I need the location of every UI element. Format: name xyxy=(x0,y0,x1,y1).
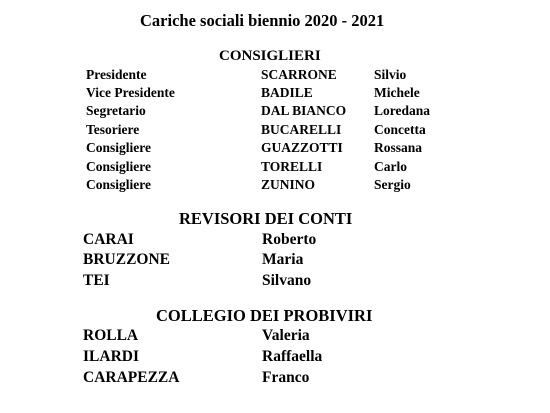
probiviri-surname: ROLLA xyxy=(83,327,139,344)
page-title: Cariche sociali biennio 2020 - 2021 xyxy=(140,11,385,30)
consiglieri-surname: DAL BIANCO xyxy=(261,103,347,118)
consiglieri-role: Vice Presidente xyxy=(86,85,175,100)
consiglieri-name: Carlo xyxy=(374,159,407,174)
consiglieri-role: Consigliere xyxy=(86,140,151,155)
probiviri-heading: COLLEGIO DEI PROBIVIRI xyxy=(156,306,373,325)
consiglieri-role: Tesoriere xyxy=(86,122,140,137)
probiviri-name: Raffaella xyxy=(262,348,323,365)
consiglieri-surname: TORELLI xyxy=(261,159,323,174)
probiviri-name: Valeria xyxy=(262,327,310,344)
consiglieri-name: Concetta xyxy=(374,122,426,137)
consiglieri-surname: BUCARELLI xyxy=(261,122,342,137)
consiglieri-role: Consigliere xyxy=(86,159,151,174)
revisori-surname: BRUZZONE xyxy=(83,251,170,268)
consiglieri-surname: BADILE xyxy=(261,85,313,100)
consiglieri-heading: CONSIGLIERI xyxy=(219,48,321,64)
consiglieri-role: Presidente xyxy=(86,67,147,82)
consiglieri-name: Loredana xyxy=(374,103,431,118)
consiglieri-role: Segretario xyxy=(86,103,146,118)
revisori-heading: REVISORI DEI CONTI xyxy=(179,209,353,228)
consiglieri-role: Consigliere xyxy=(86,177,151,192)
consiglieri-name: Rossana xyxy=(374,140,423,155)
consiglieri-surname: SCARRONE xyxy=(261,67,337,82)
probiviri-surname: ILARDI xyxy=(83,348,139,365)
revisori-name: Silvano xyxy=(262,272,312,289)
consiglieri-surname: GUAZZOTTI xyxy=(261,140,343,155)
consiglieri-name: Michele xyxy=(374,85,420,100)
consiglieri-name: Silvio xyxy=(374,67,407,82)
probiviri-name: Franco xyxy=(262,369,310,386)
revisori-surname: TEI xyxy=(83,272,110,289)
revisori-name: Roberto xyxy=(262,231,317,248)
consiglieri-surname: ZUNINO xyxy=(261,177,316,192)
consiglieri-name: Sergio xyxy=(374,177,411,192)
revisori-surname: CARAI xyxy=(83,231,134,248)
revisori-name: Maria xyxy=(262,251,304,268)
probiviri-surname: CARAPEZZA xyxy=(83,369,180,386)
